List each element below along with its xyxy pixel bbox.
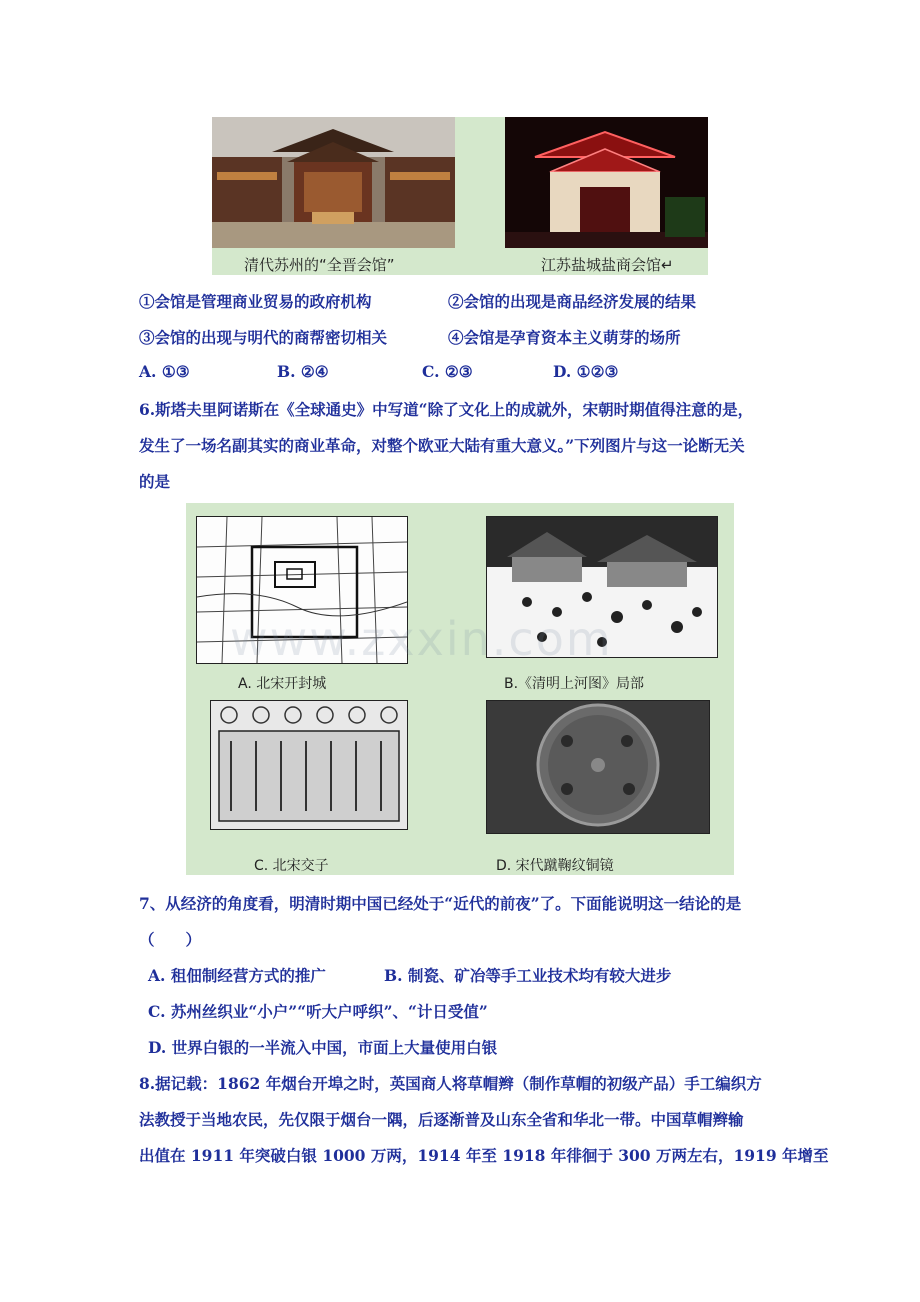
- q7-text-line-1: 7、从经济的角度看，明清时期中国已经处于“近代的前夜”了。下面能说明这一结论的是: [139, 894, 742, 913]
- q6-text-line-1: 6.斯塔夫里阿诺斯在《全球通史》中写道“除了文化上的成就外，宋朝时期值得注意的是，: [139, 400, 754, 419]
- q5-choice-d: D. ①②③: [553, 362, 619, 381]
- suzhou-guild-hall-photo: [212, 117, 455, 248]
- q5-option-1: ①会馆是管理商业贸易的政府机构: [139, 292, 372, 311]
- q5-option-2: ②会馆的出现是商品经济发展的结果: [448, 292, 697, 311]
- q7-option-d: D. 世界白银的一半流入中国，市面上大量使用白银: [148, 1038, 498, 1057]
- caption-c: C. 北宋交子: [254, 858, 329, 874]
- caption-a: A. 北宋开封城: [238, 676, 327, 692]
- q5-choice-c: C. ②③: [422, 362, 473, 381]
- q5-option-4: ④会馆是孕育资本主义萌芽的场所: [448, 328, 681, 347]
- yancheng-salt-guild-photo: [505, 117, 708, 248]
- guild-hall-figure: [212, 117, 708, 275]
- site-watermark: www.zxxin.com: [230, 612, 613, 666]
- bronze-mirror-image: [486, 700, 710, 834]
- q7-text-line-2: （ ）: [139, 930, 202, 949]
- caption-b: B.《清明上河图》局部: [504, 676, 645, 692]
- jiaozi-paper-money-image: [210, 700, 408, 830]
- q5-choice-b: B. ②④: [277, 362, 329, 381]
- q8-text-line-2: 法教授于当地农民，先仅限于烟台一隅，后逐渐普及山东全省和华北一带。中国草帽辫输: [139, 1110, 744, 1129]
- q6-text-line-3: 的是: [139, 472, 171, 491]
- caption-d: D. 宋代蹴鞠纹铜镜: [496, 858, 614, 874]
- q5-choice-a: A. ①③: [139, 362, 190, 381]
- q5-option-3: ③会馆的出现与明代的商帮密切相关: [139, 328, 388, 347]
- q6-text-line-2: 发生了一场名副其实的商业革命，对整个欧亚大陆有重大意义。”下列图片与这一论断无关: [139, 436, 745, 455]
- q7-option-c: C. 苏州丝织业“小户”“听大户呼织”、“计日受值”: [148, 1002, 488, 1021]
- q7-option-a: A. 租佃制经营方式的推广: [148, 966, 326, 985]
- caption-suzhou: 清代苏州的“全晋会馆”: [244, 256, 395, 274]
- song-commerce-figure: [186, 503, 734, 875]
- q8-text-line-3: 出值在 1911 年突破白银 1000 万两，1914 年至 1918 年徘徊于 300 万两左右，1919 年增至: [139, 1146, 829, 1165]
- caption-yancheng: 江苏盐城盐商会馆↵: [541, 256, 674, 274]
- q8-text-line-1: 8.据记载：1862 年烟台开埠之时，英国商人将草帽辫（制作草帽的初级产品）手工编织方: [139, 1074, 762, 1093]
- q7-option-b: B. 制瓷、矿冶等手工业技术均有较大进步: [384, 966, 672, 985]
